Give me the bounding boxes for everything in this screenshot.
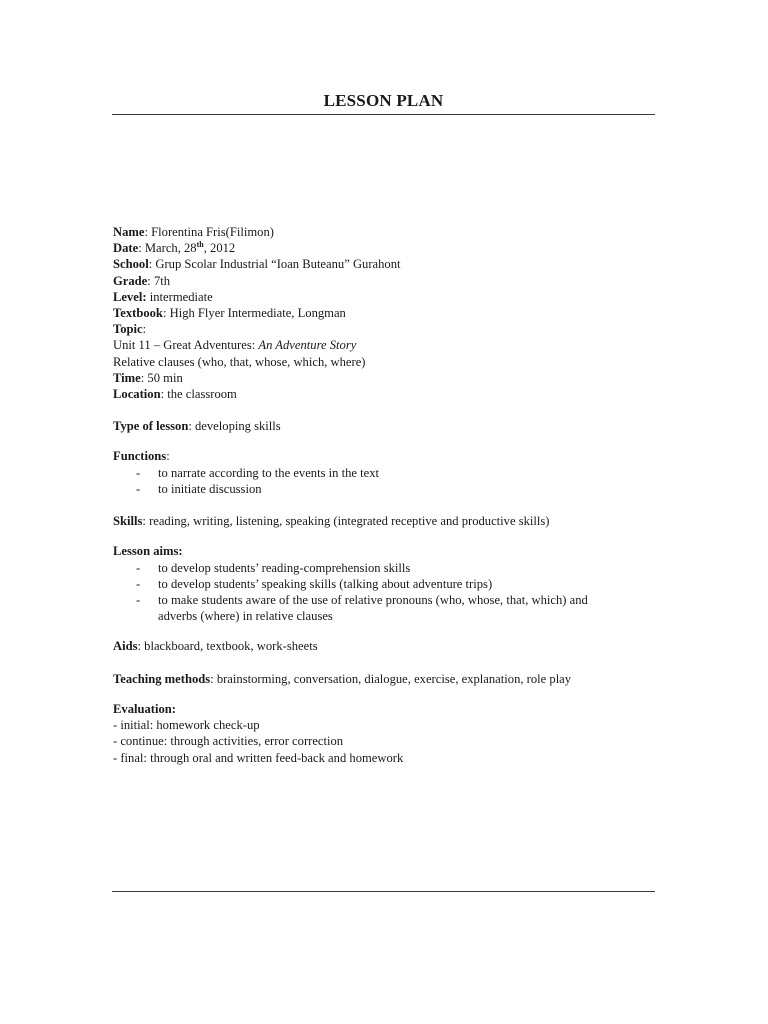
skills-value: reading, writing, listening, speaking (integrated receptive and productive skills) [149, 514, 550, 529]
evaluation-item: - initial: homework check-up [113, 718, 260, 733]
list-item-continuation: adverbs (where) in relative clauses [158, 609, 333, 624]
skills-row: Skills: reading, writing, listening, speaking (integrated receptive and productive skills) [113, 514, 550, 529]
lesson-type-value: developing skills [195, 419, 281, 434]
topic-story-title: An Adventure Story [258, 338, 357, 353]
functions-list [113, 465, 673, 497]
topic-label: Topic [113, 322, 143, 337]
lesson-aims-list [113, 560, 673, 625]
name-row: Name: Florentina Fris(Filimon) [113, 225, 274, 239]
grade-value: 7th [153, 273, 171, 288]
location-label: Location [113, 386, 161, 401]
list-item: - to develop students’ reading-comprehension skills [136, 560, 411, 575]
list-item: - to make students aware of the use of relative pronouns (who, whose, that, which) and adverbs (where) in relative clauses [113, 592, 673, 624]
list-item-text: to initiate discussion [158, 481, 262, 496]
evaluation-item: - continue: through activities, error correction [113, 734, 344, 749]
date-value-year: , 2012 [203, 241, 236, 256]
title-divider [112, 114, 655, 115]
skills-label: Skills [113, 514, 143, 529]
level-label: Level: [113, 289, 147, 304]
grade-row: Grade: 7th [113, 273, 171, 288]
aids-row: Aids: blackboard, textbook, work-sheets [113, 639, 318, 654]
time-label: Time [113, 370, 141, 385]
name-label: Name [113, 225, 145, 239]
grade-label: Grade [113, 273, 148, 288]
lesson-aims-label: Lesson aims: [113, 544, 183, 559]
lesson-plan-body [113, 224, 673, 766]
footer-divider [112, 891, 655, 892]
lesson-type-label: Type of lesson [113, 419, 189, 434]
topic-unit: Unit 11 – Great Adventures: [113, 338, 259, 353]
date-label: Date [113, 241, 139, 256]
time-value: 50 min [147, 370, 183, 385]
page-title: LESSON PLAN [323, 91, 444, 110]
location-row: Location: the classroom [113, 386, 237, 401]
name-value: Florentina Fris(Filimon) [151, 225, 274, 239]
level-row [113, 289, 673, 305]
list-item-text: to develop students’ reading-comprehension skills [158, 560, 411, 575]
list-item: - to initiate discussion [136, 481, 262, 496]
date-value-day: March, 28 [144, 241, 197, 256]
evaluation-heading [113, 701, 673, 717]
date-row: Date: March, 28th, 2012 [113, 240, 236, 256]
school-row: School: Grup Scolar Industrial “Ioan Buteanu” Gurahont [113, 257, 401, 272]
textbook-row: Textbook: High Flyer Intermediate, Longman [113, 305, 346, 320]
aids-label: Aids [113, 639, 138, 654]
aids-value: blackboard, textbook, work-sheets [144, 639, 318, 654]
list-item-text: to develop students’ speaking skills (talking about adventure trips) [158, 576, 493, 591]
lesson-type-row: Type of lesson: developing skills [113, 419, 281, 434]
time-row: Time: 50 min [113, 370, 183, 385]
topic-row: Topic: [113, 322, 147, 337]
evaluation-item: - final: through oral and written feed-back and homework [113, 750, 404, 765]
list-item-text: to narrate according to the events in the text [158, 465, 380, 480]
functions-label: Functions [113, 449, 167, 464]
level-value: intermediate [149, 289, 213, 304]
topic-unit-line [113, 337, 673, 353]
textbook-value: High Flyer Intermediate, Longman [169, 305, 346, 320]
teaching-methods-row: Teaching methods: brainstorming, conversation, dialogue, exercise, explanation, role play [113, 671, 572, 686]
functions-heading: Functions: [113, 449, 170, 464]
evaluation-label: Evaluation: [113, 701, 176, 716]
textbook-label: Textbook [113, 305, 163, 320]
list-item: - to narrate according to the events in the text [136, 465, 380, 480]
teaching-methods-value: brainstorming, conversation, dialogue, exercise, explanation, role play [216, 671, 572, 686]
teaching-methods-label: Teaching methods [113, 671, 211, 686]
location-value: the classroom [167, 386, 237, 401]
date-ordinal-suffix: th [196, 240, 204, 250]
lesson-aims-heading [113, 543, 673, 559]
school-label: School [113, 257, 149, 272]
topic-grammar-line: Relative clauses (who, that, whose, which, where) [113, 354, 366, 369]
school-value: Grup Scolar Industrial “Ioan Buteanu” Gurahont [155, 257, 401, 272]
list-item-text: to make students aware of the use of relative pronouns (who, whose, that, which) and [158, 593, 588, 607]
date-value [145, 241, 235, 255]
list-item: - to develop students’ speaking skills (talking about adventure trips) [136, 576, 493, 591]
